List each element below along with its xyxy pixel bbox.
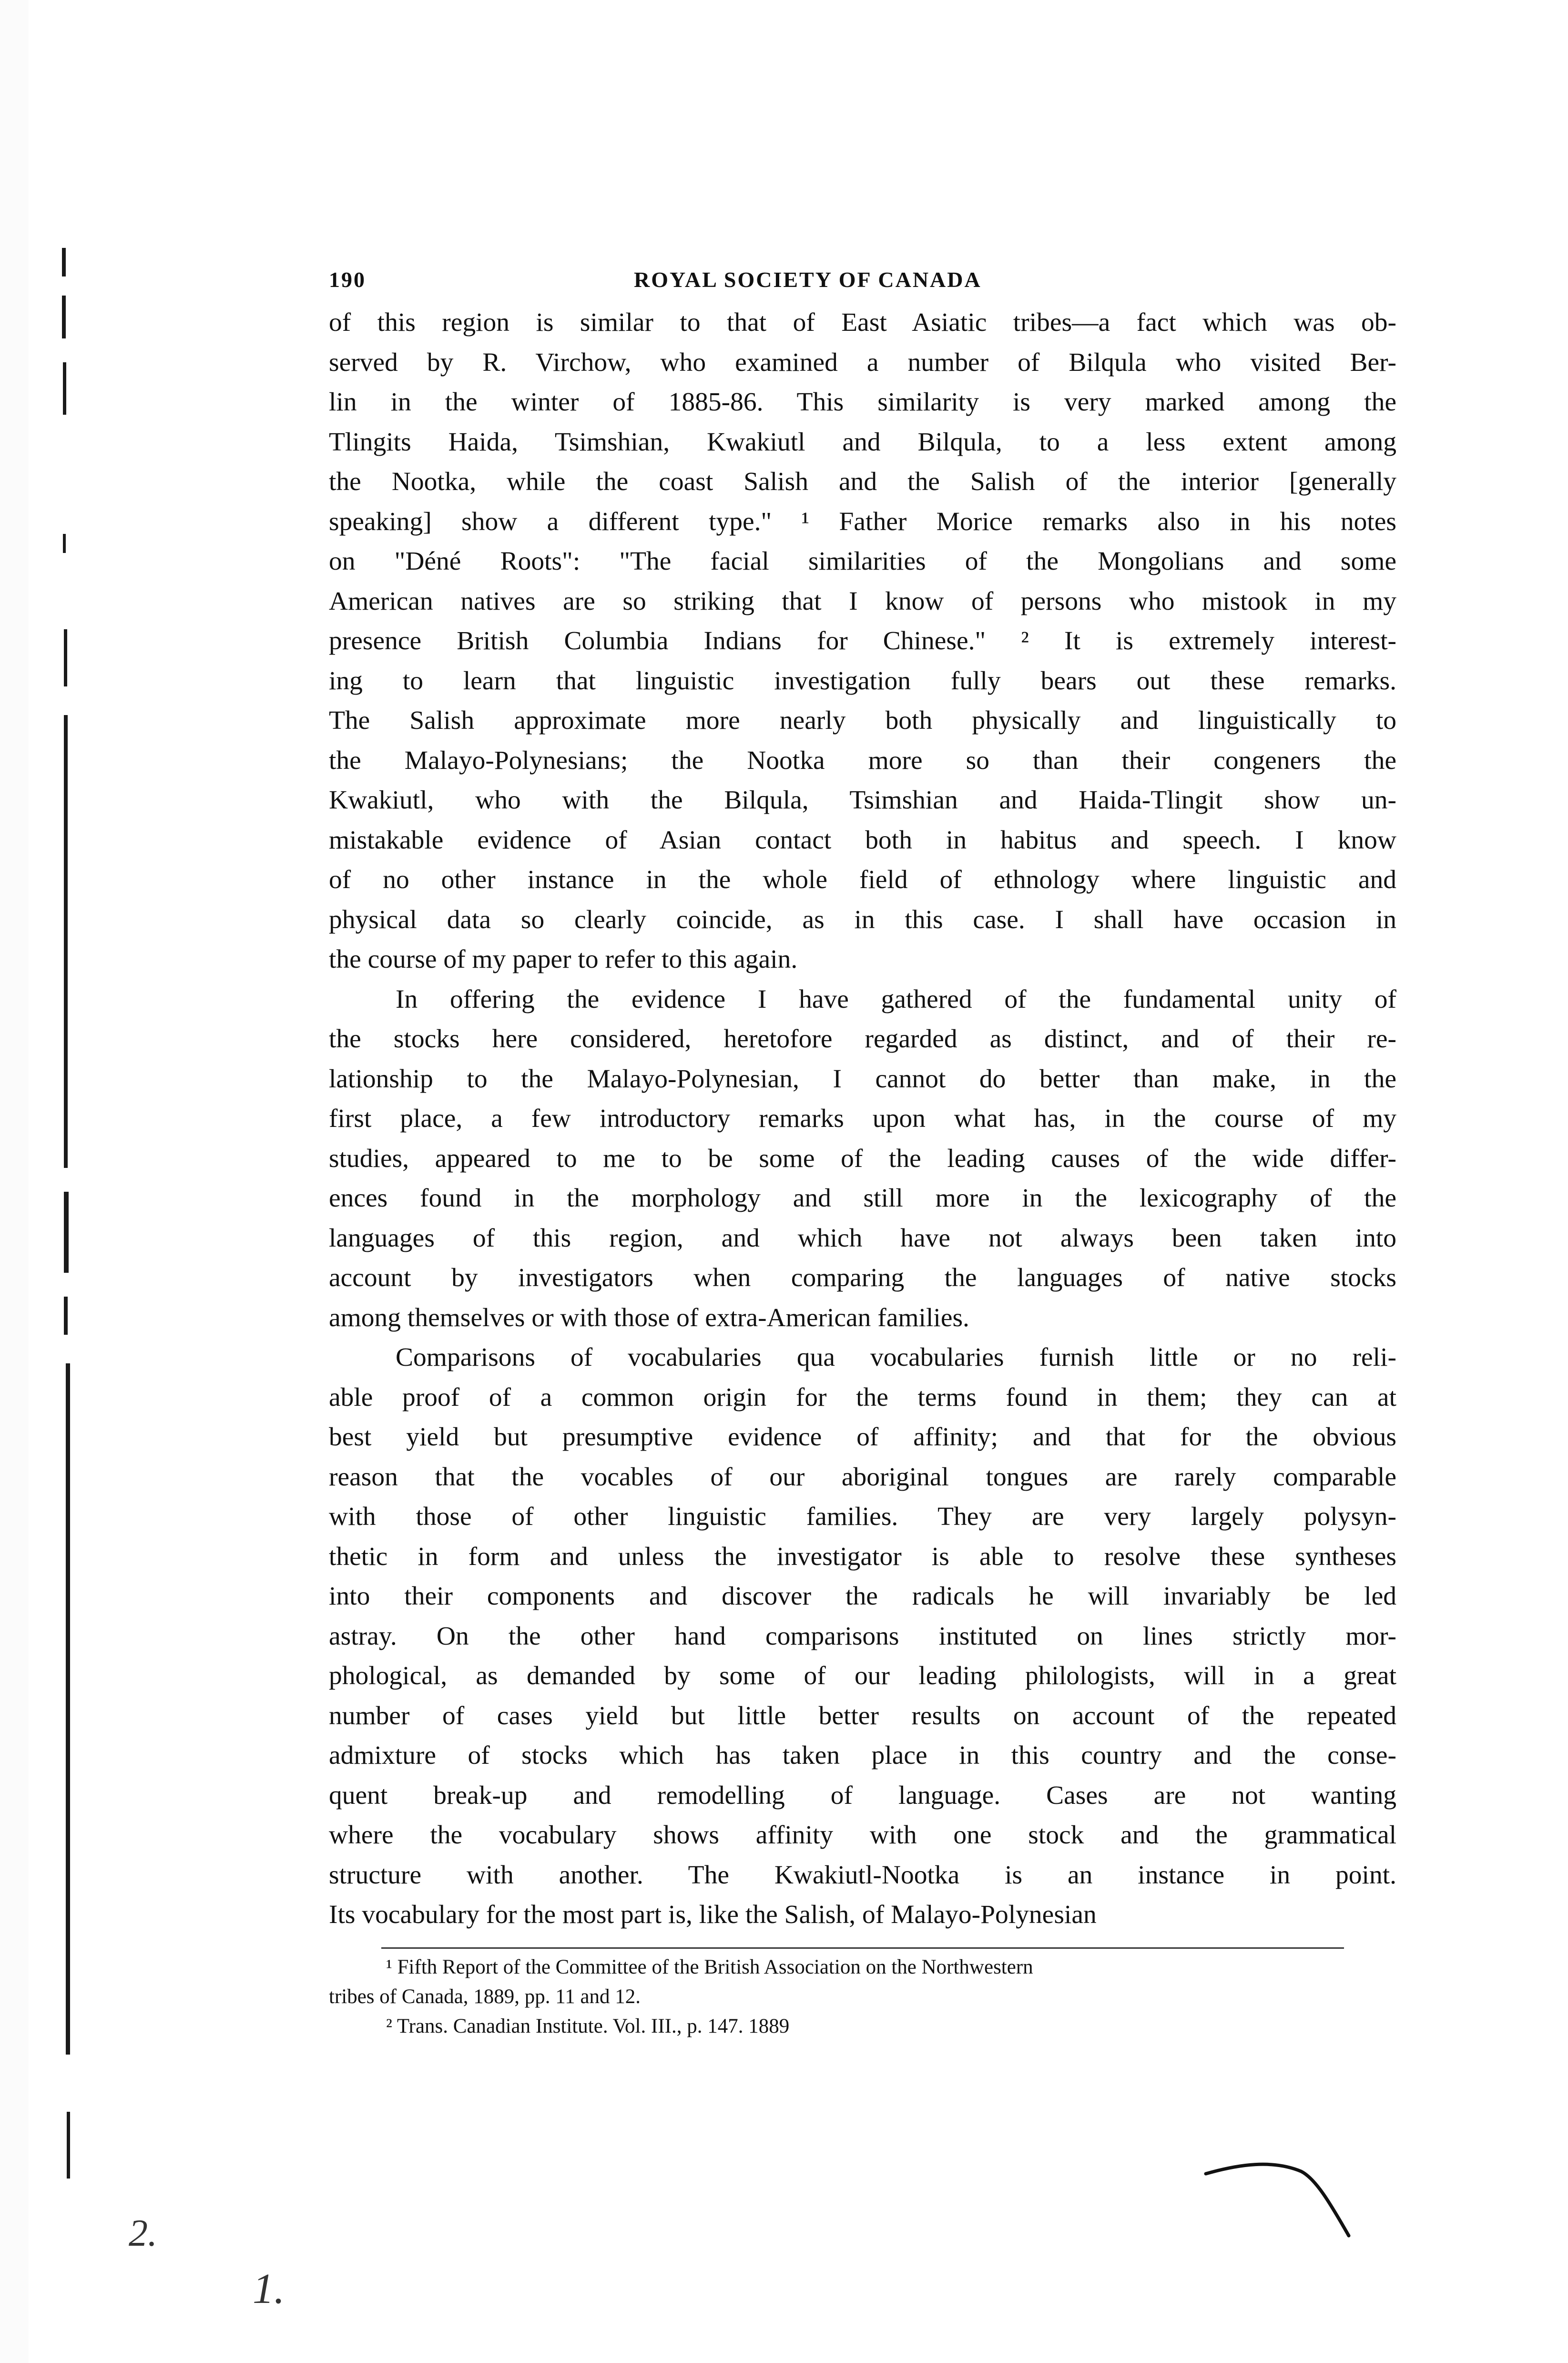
binding-mark	[63, 362, 66, 415]
binding-mark	[64, 629, 67, 686]
text-line: the stocks here considered, heretofore regarded as distinct, and of their re-	[329, 1024, 1396, 1054]
text-line: number of cases yield but little better results on account of the repeated	[329, 1701, 1396, 1730]
bottom-note: 1.	[253, 2265, 285, 2312]
text-line: physical data so clearly coincide, as in this case. I shall have occasion in	[329, 905, 1396, 934]
text-line: reason that the vocables of our aboriginal tongues are rarely comparable	[329, 1462, 1396, 1492]
running-title: ROYAL SOCIETY OF CANADA	[634, 267, 982, 292]
text-line: of this region is similar to that of East Asiatic tribes—a fact which was ob-	[329, 308, 1396, 337]
binding-mark	[64, 1192, 69, 1273]
text-line: Kwakiutl, who with the Bilqula, Tsimshian and Haida-Tlingit show un-	[329, 786, 1396, 815]
corner-note: 2.	[129, 2212, 157, 2254]
footnotes	[329, 1953, 1396, 2041]
text-line: ences found in the morphology and still more in the lexicography of the	[329, 1184, 1396, 1213]
footnote-2: ² Trans. Canadian Institute. Vol. III., p. 147. 1889	[386, 2015, 790, 2037]
text-line: Tlingits Haida, Tsimshian, Kwakiutl and Bilqula, to a less extent among	[329, 427, 1396, 457]
text-line: admixture of stocks which has taken place in this country and the conse-	[329, 1741, 1396, 1770]
footnote-rule	[381, 1947, 1344, 1949]
text-line: ing to learn that linguistic investigation fully bears out these remarks.	[329, 666, 1396, 696]
text-line: structure with another. The Kwakiutl-Nootka is an instance in point.	[329, 1860, 1396, 1890]
text-line: studies, appeared to me to be some of the leading causes of the wide differ-	[329, 1144, 1396, 1173]
text-line: quent break-up and remodelling of language. Cases are not wanting	[329, 1780, 1396, 1810]
binding-mark	[62, 248, 66, 276]
text-line: lin in the winter of 1885-86. This similarity is very marked among the	[329, 388, 1396, 417]
binding-mark	[64, 1297, 68, 1335]
binding-mark	[67, 2112, 70, 2179]
text-line: the Malayo-Polynesians; the Nootka more so than their congeners the	[329, 746, 1396, 775]
running-head	[329, 267, 1396, 292]
text-line: able proof of a common origin for the terms found in them; they can at	[329, 1382, 1396, 1412]
text-line: first place, a few introductory remarks upon what has, in the course of my	[329, 1104, 1396, 1133]
text-line: where the vocabulary shows affinity with one stock and the grammatical	[329, 1821, 1396, 1850]
text-line: Comparisons of vocabularies qua vocabularies furnish little or no reli-	[396, 1343, 1396, 1372]
text-line: with those of other linguistic families. They are very largely polysyn-	[329, 1502, 1396, 1531]
text-line: best yield but presumptive evidence of affinity; and that for the obvious	[329, 1422, 1396, 1452]
paragraph-2	[329, 980, 1396, 1338]
text-line: into their components and discover the radicals he will invariably be led	[329, 1582, 1396, 1611]
text-line: In offering the evidence I have gathered of the fundamental unity of	[396, 984, 1396, 1014]
text-line: account by investigators when comparing the languages of native stocks	[329, 1263, 1396, 1292]
footnote-1: ¹ Fifth Report of the Committee of the British Association on the Northwestern	[386, 1955, 1033, 1978]
text-line: The Salish approximate more nearly both physically and linguistically to	[329, 706, 1396, 735]
body-text	[329, 303, 1396, 1935]
footnote-1-continued: tribes of Canada, 1889, pp. 11 and 12.	[329, 1985, 641, 2008]
binding-mark	[64, 715, 68, 1168]
text-line: of no other instance in the whole field of ethnology where linguistic and	[329, 865, 1396, 894]
text-line: astray. On the other hand comparisons instituted on lines strictly mor-	[329, 1621, 1396, 1651]
text-line: Its vocabulary for the most part is, like the Salish, of Malayo-Polynesian	[329, 1900, 1097, 1929]
text-line: speaking] show a different type." ¹ Father Morice remarks also in his notes	[329, 507, 1396, 536]
paragraph-3	[329, 1338, 1396, 1935]
paragraph-1	[329, 303, 1396, 980]
binding-mark	[62, 296, 66, 338]
text-line: mistakable evidence of Asian contact both in habitus and speech. I know	[329, 825, 1396, 855]
text-line: languages of this region, and which have not always been taken into	[329, 1223, 1396, 1253]
text-line: lationship to the Malayo-Polynesian, I cannot do better than make, in the	[329, 1064, 1396, 1094]
text-line: phological, as demanded by some of our leading philologists, will in a great	[329, 1661, 1396, 1690]
text-line: presence British Columbia Indians for Chinese." ² It is extremely interest-	[329, 626, 1396, 655]
page-number: 190	[329, 267, 366, 292]
book-page	[329, 267, 1396, 2041]
text-line: served by R. Virchow, who examined a number of Bilqula who visited Ber-	[329, 348, 1396, 377]
text-line: the Nootka, while the coast Salish and the Salish of the interior [generally	[329, 467, 1396, 496]
binding-mark	[63, 534, 66, 553]
text-line: among themselves or with those of extra-American families.	[329, 1303, 969, 1332]
text-line: American natives are so striking that I know of persons who mistook in my	[329, 586, 1396, 616]
pen-stroke-mark	[1201, 2150, 1358, 2245]
text-line: thetic in form and unless the investigator is able to resolve these syntheses	[329, 1542, 1396, 1571]
scan-edge	[0, 0, 29, 2363]
text-line: on "Déné Roots": "The facial similarities of the Mongolians and some	[329, 547, 1396, 576]
binding-mark	[66, 1363, 70, 2055]
text-line: the course of my paper to refer to this again.	[329, 945, 798, 974]
